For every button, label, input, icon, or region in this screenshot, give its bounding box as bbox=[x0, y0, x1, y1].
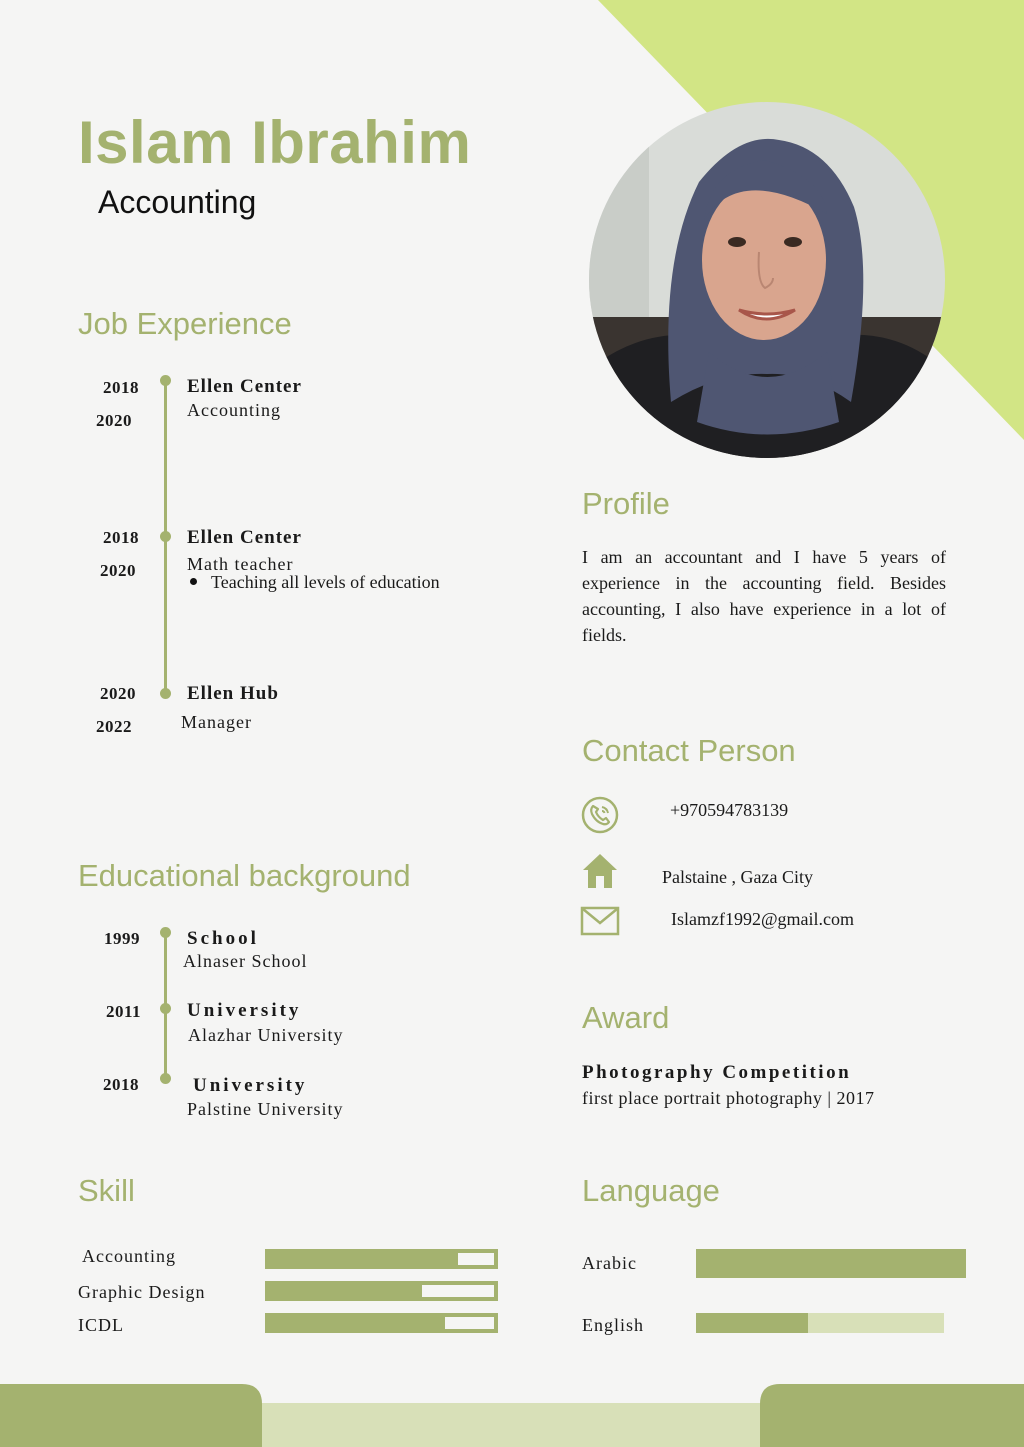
education-place: Alnaser School bbox=[183, 951, 308, 971]
job-end-year: 2020 bbox=[100, 561, 136, 580]
job-timeline-dot bbox=[160, 375, 171, 386]
profile-photo bbox=[589, 102, 945, 458]
skill-bar bbox=[265, 1313, 498, 1333]
job-start-year: 2020 bbox=[100, 684, 136, 703]
candidate-title: Accounting bbox=[98, 184, 257, 220]
education-timeline-dot bbox=[160, 1003, 171, 1014]
education-year: 2018 bbox=[103, 1075, 139, 1094]
candidate-name: Islam Ibrahim bbox=[78, 109, 472, 176]
skill-bar bbox=[265, 1249, 498, 1269]
language-bar bbox=[696, 1249, 966, 1278]
profile-text: I am an accountant and I have 5 years of experience in the accounting field. Besides accounting, I also have experience in a lot of fields. bbox=[582, 547, 946, 645]
contact-phone: +970594783139 bbox=[670, 800, 789, 820]
skill-label: ICDL bbox=[78, 1315, 124, 1335]
job-bullet-text: Teaching all levels of education bbox=[211, 572, 440, 592]
phone-icon bbox=[580, 795, 620, 835]
mail-icon bbox=[580, 905, 620, 937]
job-start-year: 2018 bbox=[103, 528, 139, 547]
language-heading: Language bbox=[582, 1173, 720, 1208]
education-year: 2011 bbox=[106, 1002, 142, 1021]
education-heading: Educational background bbox=[78, 858, 411, 893]
contact-heading: Contact Person bbox=[582, 733, 796, 768]
job-org: Ellen Hub bbox=[187, 683, 279, 704]
job-timeline-dot bbox=[160, 531, 171, 542]
home-icon bbox=[581, 852, 619, 890]
skill-label: Accounting bbox=[82, 1246, 176, 1266]
skill-label: Graphic Design bbox=[78, 1282, 206, 1302]
job-experience-heading: Job Experience bbox=[78, 306, 292, 341]
profile-heading: Profile bbox=[582, 486, 670, 521]
contact-email: Islamzf1992@gmail.com bbox=[671, 909, 855, 929]
language-label: Arabic bbox=[582, 1253, 637, 1273]
education-title: University bbox=[193, 1075, 308, 1096]
education-place: Alazhar University bbox=[188, 1025, 344, 1045]
education-year: 1999 bbox=[104, 929, 140, 948]
skill-bar-remaining bbox=[445, 1317, 494, 1329]
job-bullet bbox=[190, 572, 440, 593]
job-end-year: 2020 bbox=[96, 411, 132, 430]
job-end-year: 2022 bbox=[96, 717, 132, 736]
contact-address: Palstaine , Gaza City bbox=[662, 867, 813, 887]
skill-bar-remaining bbox=[458, 1253, 494, 1265]
job-timeline-dot bbox=[160, 688, 171, 699]
award-detail: first place portrait photography | 2017 bbox=[582, 1088, 875, 1108]
language-bar-fill bbox=[696, 1313, 808, 1333]
job-org: Ellen Center bbox=[187, 527, 302, 548]
education-timeline-dot bbox=[160, 1073, 171, 1084]
bullet-dot bbox=[190, 578, 197, 585]
skill-bar-remaining bbox=[422, 1285, 494, 1297]
language-bar-fill bbox=[696, 1249, 966, 1278]
job-org: Ellen Center bbox=[187, 376, 302, 397]
education-timeline-dot bbox=[160, 927, 171, 938]
decorative-footer bbox=[0, 1384, 1024, 1447]
job-role: Math teacher bbox=[187, 554, 294, 574]
education-title: School bbox=[187, 928, 259, 949]
education-title: University bbox=[187, 1000, 302, 1021]
skill-bar bbox=[265, 1281, 498, 1301]
language-bar bbox=[696, 1313, 944, 1333]
skill-heading: Skill bbox=[78, 1173, 135, 1208]
education-place: Palstine University bbox=[187, 1099, 344, 1119]
award-title: Photography Competition bbox=[582, 1062, 852, 1083]
job-start-year: 2018 bbox=[103, 378, 139, 397]
award-heading: Award bbox=[582, 1000, 670, 1035]
job-role: Accounting bbox=[187, 400, 281, 420]
job-role: Manager bbox=[181, 712, 252, 732]
language-label: English bbox=[582, 1315, 645, 1335]
